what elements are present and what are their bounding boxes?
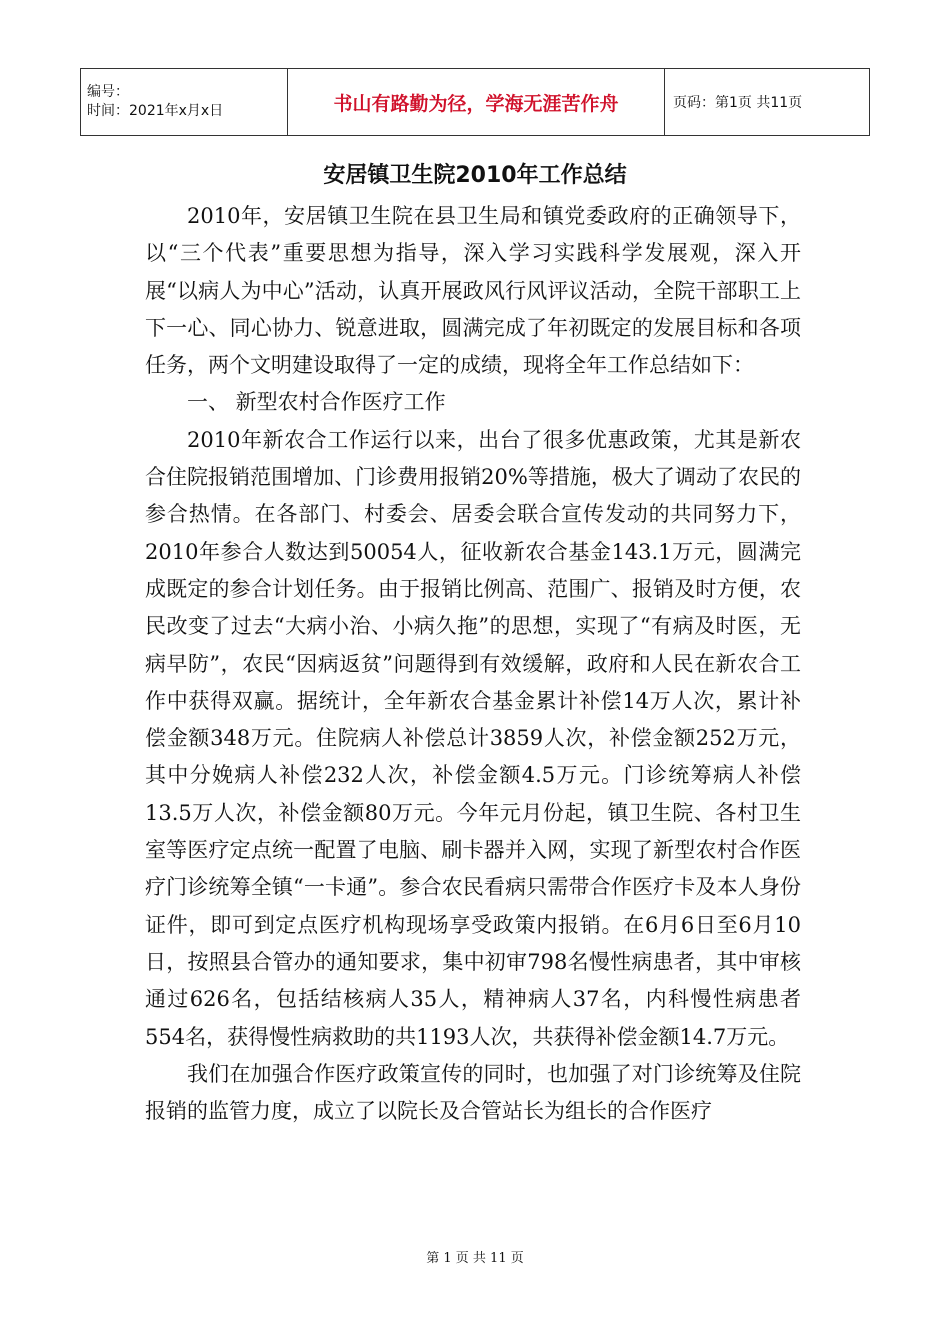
- intro-paragraph: 2010年，安居镇卫生院在县卫生局和镇党委政府的正确领导下，以“三个代表”重要思想为指导，深入学习实践科学发展观，深入开展“以病人为中心”活动，认真开展政风行风评议活动，全院干部职工上下一心、同心协力、锐意进取，圆满完成了年初既定的发展目标和各项任务，两个文明建设取得了一定的成绩，现将全年工作总结如下：: [145, 204, 801, 378]
- header-page-info: 页码：第1页 共11页: [665, 69, 870, 136]
- document-body: [145, 198, 801, 1130]
- body-paragraph: 我们在加强合作医疗政策宣传的同时，也加强了对门诊统筹及住院报销的监管力度，成立了以院长及合管站长为组长的合作医疗: [145, 1061, 801, 1124]
- document-title: 安居镇卫生院2010年工作总结: [323, 163, 627, 188]
- header-motto: 书山有路勤为径，学海无涯苦作舟: [288, 69, 665, 136]
- document-date: 时间：2021年x月x日: [87, 103, 224, 119]
- header-table: [80, 68, 870, 136]
- page-footer: 第 1 页 共 11 页: [426, 1251, 524, 1266]
- body-paragraph: 2010年新农合工作运行以来，出台了很多优惠政策，尤其是新农合住院报销范围增加、门诊费用报销20%等措施，极大了调动了农民的参合热情。在各部门、村委会、居委会联合宣传发动的共同努力下，2010年参合人数达到50054人，征收新农合基金143.1万元，圆满完成既定的参合计划任务。由于报销比例高、范围广、报销及时方便，农民改变了过去“大病小治、小病久拖”的思想，实现了“有病及时医，无病早防”，农民“因病返贫”问题得到有效缓解，政府和人民在新农合工作中获得双赢。据统计，全年新农合基金累计补偿14万人次，累计补偿金额348万元。住院病人补偿总计3859人次，补偿金额252万元，其中分娩病人补偿232人次，补偿金额4.5万元。门诊统筹病人补偿13.5万人次，补偿金额80万元。今年元月份起，镇卫生院、各村卫生室等医疗定点统一配置了电脑、刷卡器并入网，实现了新型农村合作医疗门诊统筹全镇“一卡通”。参合农民看病只需带合作医疗卡及本人身份证件，即可到定点医疗机构现场享受政策内报销。在6月6日至6月10日，按照县合管办的通知要求，集中初审798名慢性病患者，其中审核通过626名，包括结核病人35人，精神病人37名，内科慢性病患者554名，获得慢性病救助的共1193人次，共获得补偿金额14.7万元。: [145, 427, 801, 1049]
- header-meta: [81, 69, 288, 136]
- section-heading: 一、 新型农村合作医疗工作: [187, 390, 446, 415]
- document-number-label: 编号：: [87, 84, 129, 100]
